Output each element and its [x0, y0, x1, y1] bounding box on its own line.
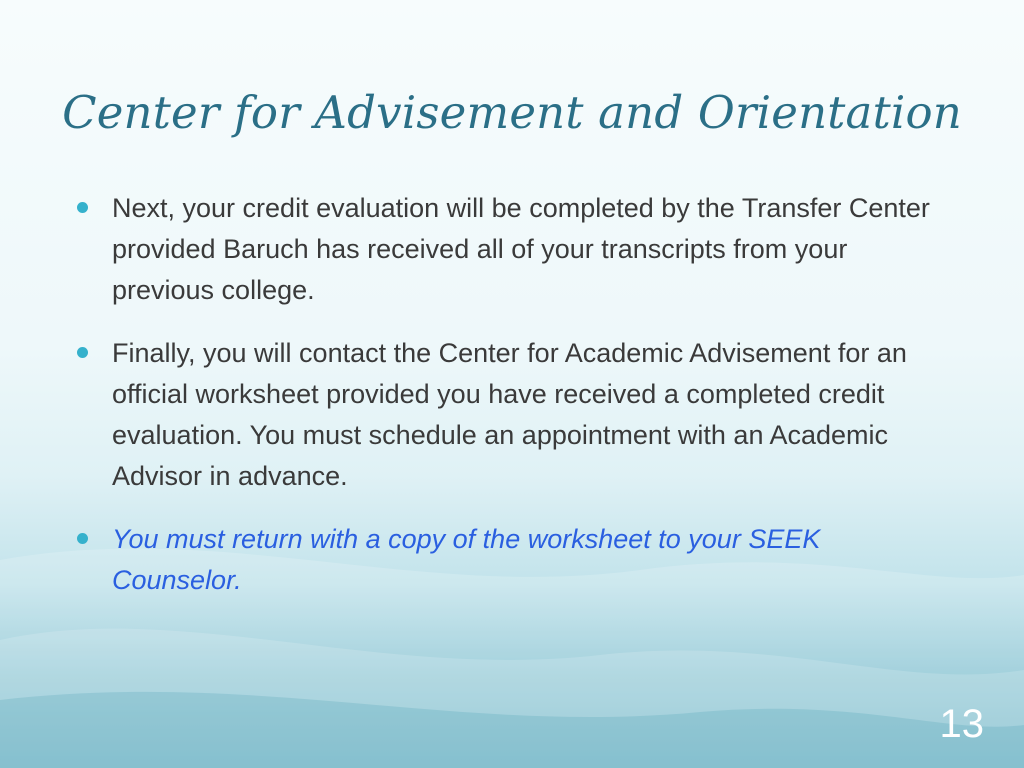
- bullet-dot-icon: [77, 347, 88, 358]
- bullet-text: Next, your credit evaluation will be completed by the Transfer Center provided Baruch has received all of your transcripts from your previous college.: [112, 193, 930, 305]
- bullet-list: [75, 188, 955, 623]
- list-item: [75, 333, 955, 497]
- bullet-text: Finally, you will contact the Center for Academic Advisement for an official worksheet provided you have received a completed credit evaluation. You must schedule an appointment with an Academic Advisor in advance.: [112, 338, 907, 491]
- slide-title: Center for Advisement and Orientation: [62, 86, 962, 139]
- bullet-dot-icon: [77, 202, 88, 213]
- list-item: [75, 519, 955, 601]
- bullet-dot-icon: [77, 533, 88, 544]
- list-item: [75, 188, 955, 311]
- bullet-text-emphasized: You must return with a copy of the worksheet to your SEEK Counselor.: [112, 524, 821, 595]
- slide-number: 13: [939, 702, 984, 746]
